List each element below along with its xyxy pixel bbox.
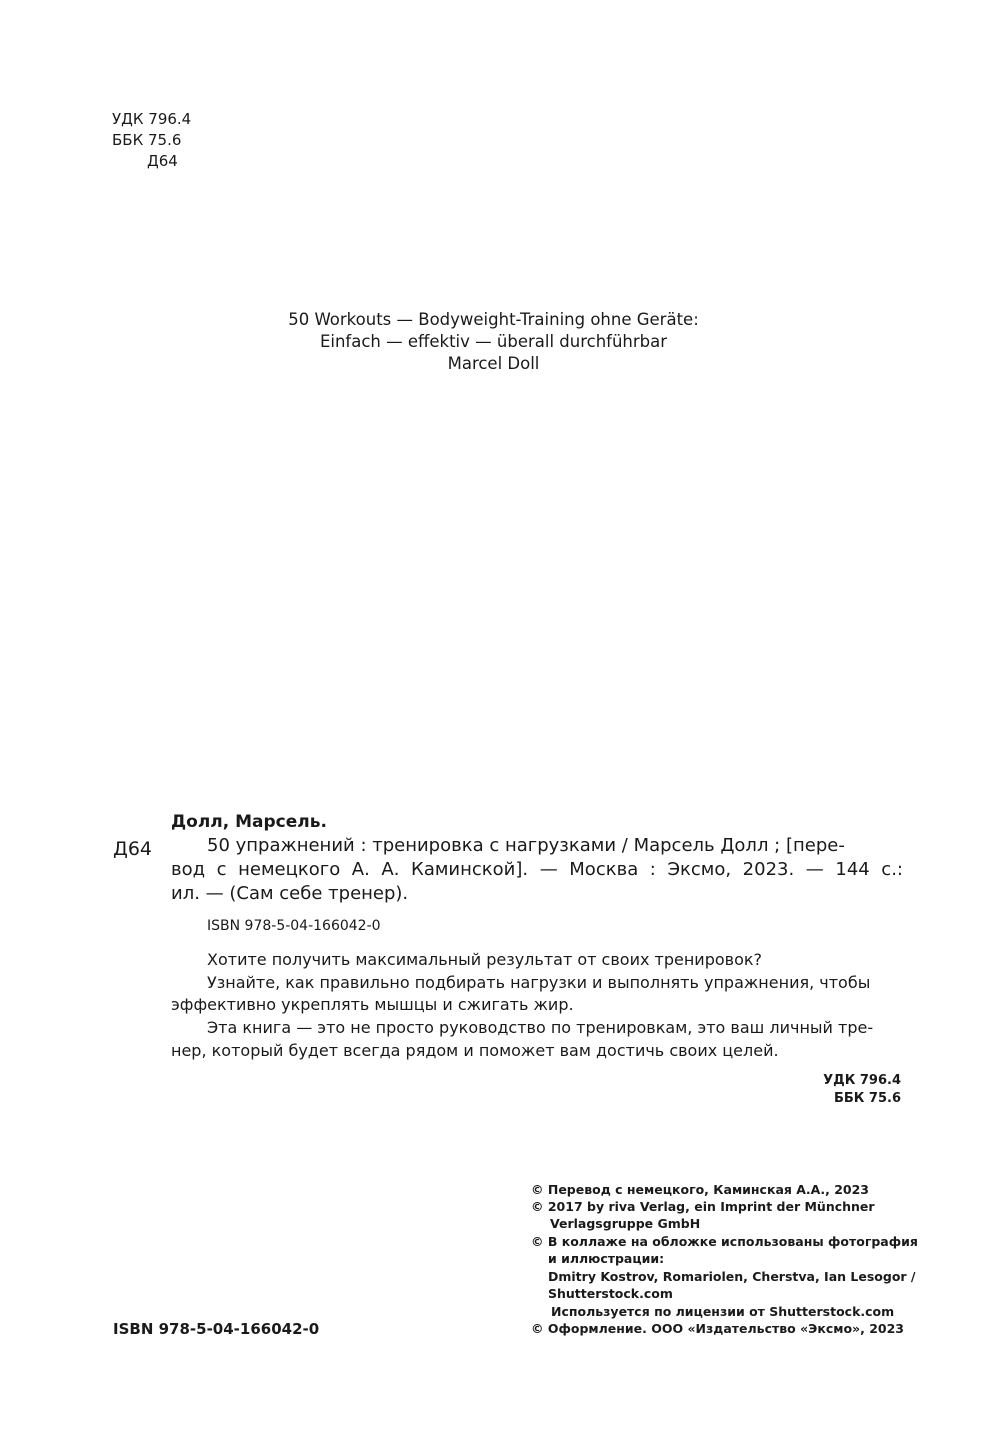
description-line-3: ил. — (Сам себе тренер). xyxy=(171,883,409,904)
catalog-udk: УДК 796.4 xyxy=(823,1073,901,1088)
isbn-bottom: ISBN 978-5-04-166042-0 xyxy=(113,1320,320,1338)
catalog-isbn: ISBN 978-5-04-166042-0 xyxy=(207,918,381,934)
copyright-line-1: © Перевод с немецкого, Каминская А.А., 2023 xyxy=(531,1182,869,1197)
copyright-line-9: © Оформление. ООО «Издательство «Эксмо», 2023 xyxy=(531,1321,904,1336)
original-title-line1: 50 Workouts — Bodyweight-Training ohne Geräte: xyxy=(288,310,699,329)
description-line-2: вод с немецкого А. А. Каминской]. — Москва : Эксмо, 2023. — 144 с.: xyxy=(171,859,903,880)
catalog-author-heading: Долл, Марсель. xyxy=(171,812,327,832)
copyright-line-6: Dmitry Kostrov, Romariolen, Cherstva, Ian Lesogor / xyxy=(548,1269,916,1284)
annotation-line-3: эффективно укреплять мышцы и сжигать жир. xyxy=(171,995,574,1014)
annotation-line-1: Хотите получить максимальный результат от своих тренировок? xyxy=(207,950,763,969)
copyright-line-7: Shutterstock.com xyxy=(548,1286,673,1301)
udk-code: УДК 796.4 xyxy=(112,110,192,128)
catalog-bbk: ББК 75.6 xyxy=(833,1091,901,1106)
description-line-1: 50 упражнений : тренировка с нагрузками / Марсель Долл ; [пере- xyxy=(207,835,845,856)
original-title-line2: Einfach — effektiv — überall durchführbar xyxy=(319,332,668,351)
original-edition-block xyxy=(0,309,987,375)
copyright-line-2: © 2017 by riva Verlag, ein Imprint der Münchner xyxy=(531,1199,875,1214)
copyright-line-3: Verlagsgruppe GmbH xyxy=(550,1216,701,1231)
copyright-line-8: Используется по лицензии от Shutterstock.com xyxy=(551,1304,895,1319)
author-mark: Д64 xyxy=(147,152,178,170)
bbk-code: ББК 75.6 xyxy=(112,131,182,149)
annotation-line-2: Узнайте, как правильно подбирать нагрузки и выполнять упражнения, чтобы xyxy=(207,973,871,992)
catalog-author-mark: Д64 xyxy=(113,838,153,860)
annotation-line-4: Эта книга — это не просто руководство по тренировкам, это ваш личный тре- xyxy=(207,1018,874,1037)
copyright-line-4: © В коллаже на обложке использованы фотография xyxy=(531,1234,918,1249)
original-author: Marcel Doll xyxy=(447,354,540,373)
copyright-line-5: и иллюстрации: xyxy=(548,1251,665,1266)
annotation-line-5: нер, который будет всегда рядом и поможет вам достичь своих целей. xyxy=(171,1041,779,1060)
